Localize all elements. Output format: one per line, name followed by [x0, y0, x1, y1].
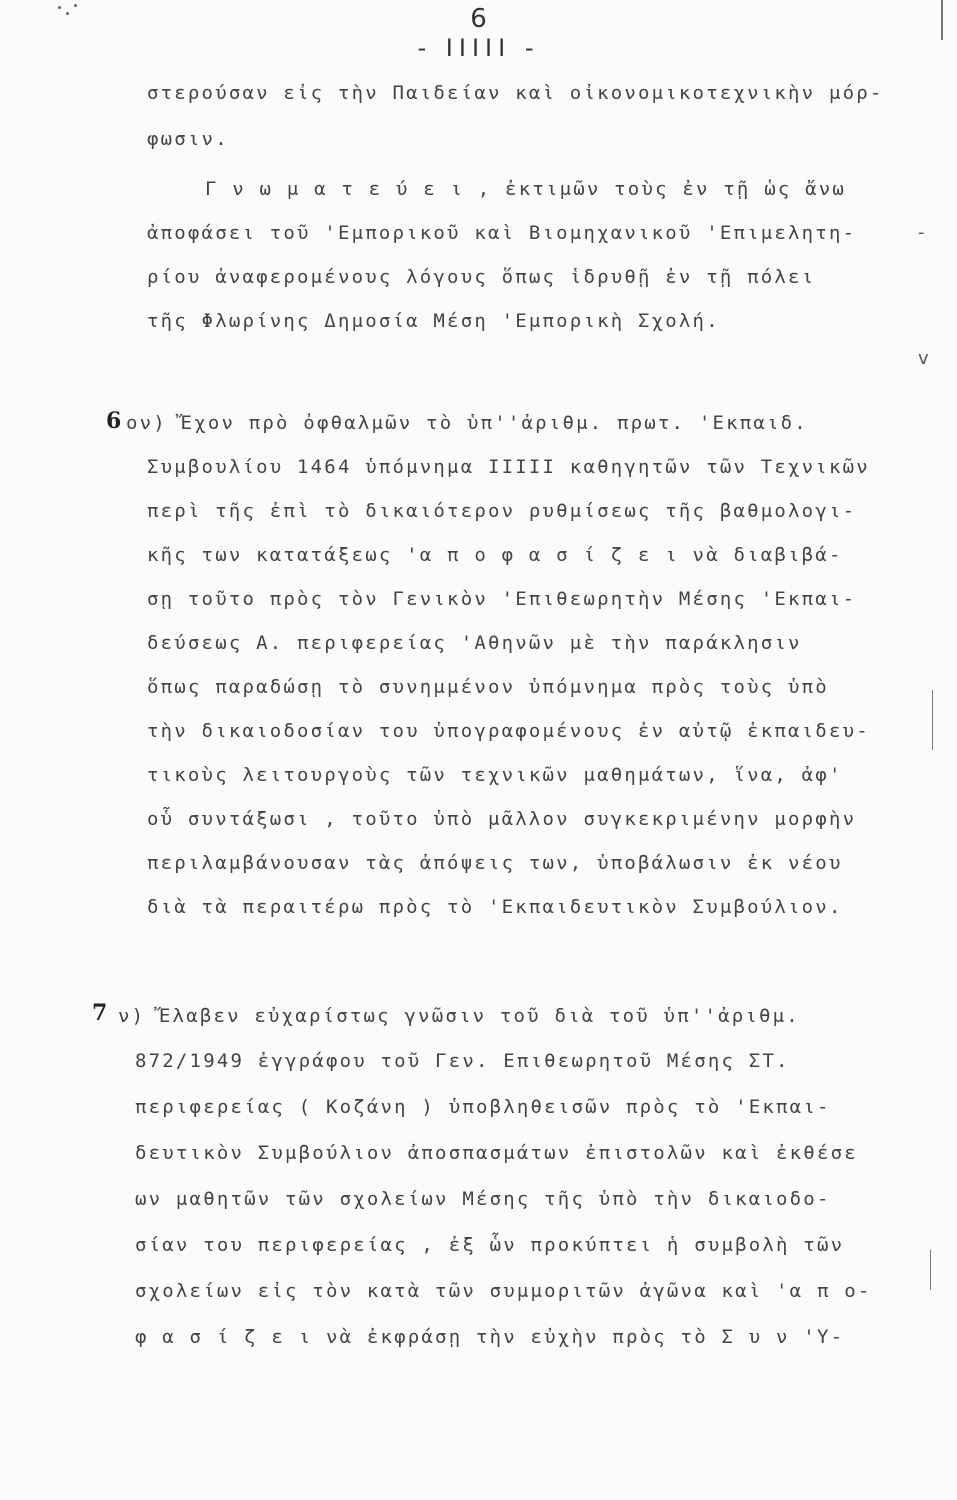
scan-speck [58, 6, 61, 9]
text-line: ν) Ἔλαβεν εὐχαρίστως γνῶσιν τοῦ διὰ τοῦ ὑπ''ἀριθμ. [118, 1005, 800, 1027]
text-line: τικοὺς λειτουργοὺς τῶν τεχνικῶν μαθημάτων, ἵνα, ἀφ' [147, 764, 843, 786]
page-number-handwritten: - ΙΙΙΙΙ - [417, 34, 540, 62]
text-line: κῆς των κατατάξεως 'α π ο φ α σ ί ζ ε ι νὰ διαβιβά- [147, 544, 843, 566]
scan-speck [66, 12, 69, 15]
text-line: οὗ συντάξωσι , τοῦτο ὑπὸ μᾶλλον συγκεκριμένην μορφὴν [147, 808, 857, 830]
handwritten-item-number: 7 [92, 1000, 108, 1026]
text-line: τῆς Φλωρίνης Δημοσία Μέση 'Εμπορικὴ Σχολή. [147, 310, 720, 332]
text-line: Συμβουλίου 1464 ὑπόμνημα ΙΙΙΙΙ καθηγητῶν τῶν Τεχνικῶν [147, 456, 870, 478]
text-line: ὅπως παραδώσῃ τὸ συνημμένον ὑπόμνημα πρὸς τοὺς ὑπὸ [147, 676, 829, 698]
text-line: Γ ν ω μ α τ ε ύ ε ι , ἐκτιμῶν τοὺς ἐν τῇ ὡς ἄνω [205, 178, 847, 200]
text-line: δεύσεως Α. περιφερείας 'Αθηνῶν μὲ τὴν παράκλησιν [147, 632, 802, 654]
page-number: 6 [470, 4, 487, 34]
text-line: δευτικὸν Συμβούλιον ἀποσπασμάτων ἐπιστολῶν καὶ ἐκθέσε [135, 1142, 858, 1164]
text-line: τὴν δικαιοδοσίαν του ὑπογραφομένους ἐν αὐτῷ ἐκπαιδευ- [147, 720, 870, 742]
text-line: ρίου ἀναφερομένους λόγους ὅπως ἱδρυθῇ ἐν τῇ πόλει [147, 266, 816, 288]
text-line: ἀποφάσει τοῦ 'Εμπορικοῦ καὶ Βιομηχανικοῦ 'Επιμελητη- [147, 222, 857, 244]
margin-dash: - [918, 222, 925, 243]
text-line: φ α σ ί ζ ε ι νὰ ἐκφράσῃ τὴν εὐχὴν πρὸς τὸ Σ υ ν 'Υ- [135, 1326, 845, 1348]
text-line: περιλαμβάνουσαν τὰς ἀπόψεις των, ὑποβάλωσιν ἐκ νέου [147, 852, 843, 874]
binding-edge [941, 0, 943, 40]
text-line: περὶ τῆς ἐπὶ τὸ δικαιότερον ρυθμίσεως τῆς βαθμολογι- [147, 500, 857, 522]
text-line: περιφερείας ( Κοζάνη ) ὑποβληθεισῶν πρὸς τὸ 'Εκπαι- [135, 1096, 831, 1118]
text-line: ων μαθητῶν τῶν σχολείων Μέσης τῆς ὑπὸ τὴν δικαιοδο- [135, 1188, 831, 1210]
text-line: σῃ τοῦτο πρὸς τὸν Γενικὸν 'Επιθεωρητὴν Μέσης 'Εκπαι- [147, 588, 857, 610]
text-line: σχολείων εἰς τὸν κατὰ τῶν συμμοριτῶν ἀγῶνα καὶ 'α π ο- [135, 1280, 872, 1302]
text-line: 872/1949 ἐγγράφου τοῦ Γεν. Επιθεωρητοῦ Μέσης ΣΤ. [135, 1050, 790, 1072]
margin-checkmark: v [918, 348, 929, 369]
binding-edge [932, 690, 933, 750]
text-line: σίαν του περιφερείας , ἐξ ὧν προκύπτει ἡ συμβολὴ τῶν [135, 1234, 845, 1256]
text-line: φωσιν. [147, 128, 229, 150]
binding-edge [930, 1250, 931, 1290]
handwritten-item-number: 6 [106, 408, 122, 434]
scan-speck [74, 4, 77, 7]
text-line: ον) Ἔχον πρὸ ὀφθαλμῶν τὸ ὑπ''ἀριθμ. πρωτ. 'Εκπαιδ. [126, 412, 808, 434]
text-line: στερούσαν εἰς τὴν Παιδείαν καὶ οἰκονομικοτεχνικὴν μόρ- [147, 82, 884, 104]
text-line: διὰ τὰ περαιτέρω πρὸς τὸ 'Εκπαιδευτικὸν Συμβούλιον. [147, 896, 843, 918]
